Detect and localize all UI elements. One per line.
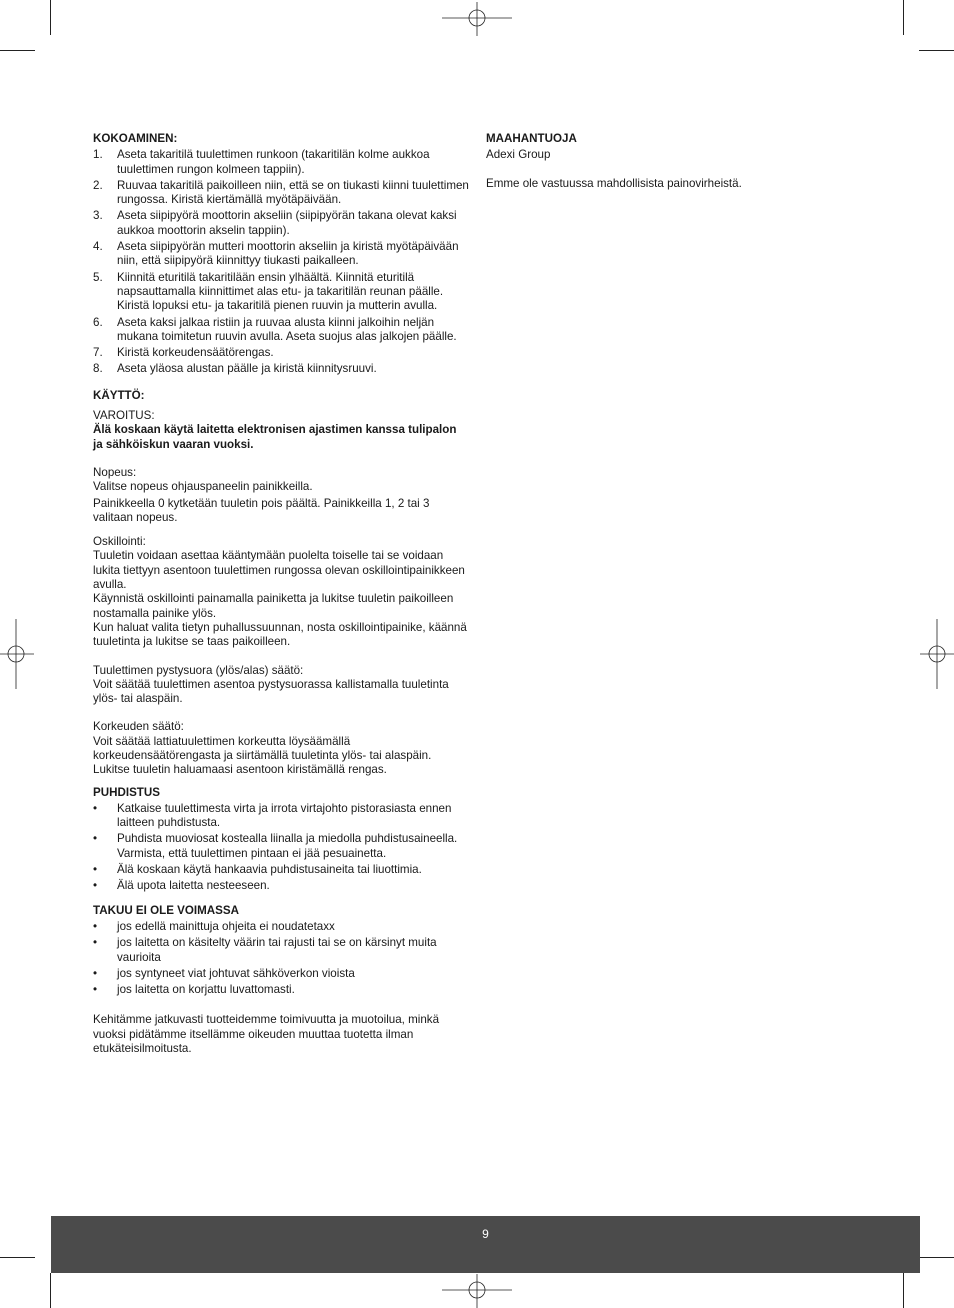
step-text: Ruuvaa takaritilä paikoilleen niin, että se on tiukasti kiinni tuulettimen rungossa. Kiristä kiertämällä myötäpäivään. — [117, 178, 469, 207]
speed-text-1: Valitse nopeus ohjauspaneelin painikkeilla. — [93, 480, 313, 494]
crop-mark — [50, 1273, 51, 1308]
list-item — [93, 802, 469, 831]
step-number: 5. — [93, 270, 103, 284]
left-column — [93, 132, 469, 1056]
cleaning-list — [93, 802, 469, 894]
tilt-text: Voit säätää tuulettimen asentoa pystysuorassa kallistamalla tuuletinta ylös- tai alaspäin. — [93, 677, 449, 706]
registration-mark-right — [920, 619, 954, 689]
closing-text: Kehitämme jatkuvasti tuotteidemme toimivuutta ja muotoilua, minkä vuoksi pidätämme itsellämme oikeuden muuttaa tuotetta ilman etukäteisilmoitusta. — [93, 1013, 440, 1056]
list-item — [93, 832, 469, 861]
bullet: • — [93, 983, 98, 997]
assembly-steps — [93, 148, 469, 376]
speed-text-2: Painikkeella 0 kytketään tuuletin pois päältä. Painikkeilla 1, 2 tai 3 valitaan nopeus. — [93, 496, 430, 524]
crop-mark — [919, 1257, 954, 1258]
list-item — [93, 362, 469, 376]
warning-label: VAROITUS: — [93, 409, 155, 423]
step-text: Aseta kaksi jalkaa ristiin ja ruuvaa alusta kiinni jalkoihin neljän mukana toimitetun ruuvin avulla. Aseta suojus alas jalkojen päälle. — [117, 315, 457, 343]
registration-mark-left — [0, 619, 34, 689]
list-item-text: Katkaise tuulettimesta virta ja irrota virtajohto pistorasiasta ennen laitteen puhdistusta. — [117, 801, 452, 830]
warranty-heading: TAKUU EI OLE VOIMASSA — [93, 903, 240, 917]
oscillation-heading: Oskillointi: — [93, 535, 146, 549]
list-item-text: Puhdista muoviosat kostealla liinalla ja miedolla puhdistusaineella. Varmista, että tuulettimen pintaan ei jää pesuainetta. — [117, 832, 458, 860]
list-item — [93, 346, 469, 360]
list-item — [93, 936, 469, 965]
bullet: • — [93, 966, 98, 980]
crop-mark — [903, 1273, 904, 1308]
importer-heading: MAAHANTUOJA — [486, 132, 577, 145]
speed-heading: Nopeus: — [93, 465, 137, 479]
list-item-text: jos laitetta on korjattu luvattomasti. — [117, 983, 295, 997]
page-number: 9 — [482, 1227, 489, 1241]
step-number: 1. — [93, 148, 103, 162]
tilt-heading: Tuulettimen pystysuora (ylös/alas) säätö: — [93, 663, 304, 677]
list-item-text: jos laitetta on käsitelty väärin tai rajusti tai se on kärsinyt muita vaurioita — [117, 936, 437, 964]
step-number: 3. — [93, 209, 103, 223]
bullet: • — [93, 879, 98, 893]
list-item — [93, 179, 469, 208]
list-item — [93, 863, 469, 877]
registration-mark-bottom — [442, 1274, 512, 1308]
oscillation-text-2: Käynnistä oskillointi painamalla painiketta ja lukitse tuuletin paikoilleen nostamalla painike ylös. — [93, 592, 454, 620]
step-number: 8. — [93, 362, 103, 376]
step-number: 2. — [93, 178, 103, 192]
bullet: • — [93, 919, 98, 933]
warranty-list — [93, 920, 469, 997]
list-item-text: Älä upota laitetta nesteeseen. — [117, 879, 270, 893]
registration-mark-top — [442, 2, 512, 36]
step-text: Kiinnitä eturitilä takaritilään ensin ylhäältä. Kiinnitä eturitilä napsauttamalla kiinnittimet alas etu- ja takaritilän reunan päälle. Kiristä lopuksi etu- ja takaritilä pienen ruuvin ja mutterin avulla. — [117, 270, 444, 313]
step-text: Aseta siipipyörän mutteri moottorin akseliin ja kiristä myötäpäivään niin, että siipipyörä kiinnittyy tiukasti paikalleen. — [117, 240, 459, 268]
bullet: • — [93, 801, 98, 815]
list-item-text: Älä koskaan käytä hankaavia puhdistusaineita tai liuottimia. — [117, 863, 422, 877]
list-item — [93, 967, 469, 981]
oscillation-text-1: Tuuletin voidaan asettaa kääntymään puolelta toiselle tai se voidaan lukita tiettyyn asentoon tuulettimen rungossa olevan oskillointipainikkeen avulla. — [93, 549, 465, 592]
list-item — [93, 148, 469, 177]
height-text: Voit säätää lattiatuulettimen korkeutta löysäämällä korkeudensäätörengasta ja siirtämällä tuuletinta ylös- tai alaspäin. Lukitse tuuletin haluamaasi asentoon kiristämällä rengas. — [93, 734, 432, 777]
disclaimer-text: Emme ole vastuussa mahdollisista painovirheistä. — [486, 176, 742, 190]
right-column — [486, 132, 866, 191]
list-item — [93, 240, 469, 269]
list-item — [93, 983, 469, 997]
bullet: • — [93, 863, 98, 877]
bullet: • — [93, 936, 98, 950]
cleaning-heading: PUHDISTUS — [93, 785, 160, 799]
list-item — [93, 209, 469, 238]
crop-mark — [919, 50, 954, 51]
importer-name: Adexi Group — [486, 148, 551, 162]
step-text: Aseta takaritilä tuulettimen runkoon (takaritilän kolme aukkoa tuulettimen rungon kolmeen tappiin). — [117, 148, 430, 176]
footer-bar — [51, 1216, 920, 1273]
step-number: 7. — [93, 346, 103, 360]
step-text: Aseta yläosa alustan päälle ja kiristä kiinnitysruuvi. — [117, 362, 377, 376]
list-item — [93, 920, 469, 934]
list-item-text: jos edellä mainittuja ohjeita ei noudatetaxx — [117, 919, 335, 933]
crop-mark — [903, 0, 904, 35]
crop-mark — [50, 0, 51, 35]
step-text: Kiristä korkeudensäätörengas. — [117, 346, 274, 360]
warning-text: Älä koskaan käytä laitetta elektronisen ajastimen kanssa tulipalon ja sähköiskun vaaran vuoksi. — [93, 423, 457, 451]
step-number: 6. — [93, 315, 103, 329]
crop-mark — [0, 1257, 35, 1258]
list-item-text: jos syntyneet viat johtuvat sähköverkon vioista — [117, 966, 355, 980]
use-heading: KÄYTTÖ: — [93, 388, 145, 402]
list-item — [93, 316, 469, 345]
list-item — [93, 879, 469, 893]
height-heading: Korkeuden säätö: — [93, 720, 184, 734]
step-number: 4. — [93, 240, 103, 254]
oscillation-text-3: Kun haluat valita tietyn puhallussuunnan, nosta oskillointipainike, käännä tuuletinta ja lukitse se taas paikoilleen. — [93, 620, 467, 649]
list-item — [93, 271, 469, 314]
crop-mark — [0, 50, 35, 51]
bullet: • — [93, 832, 98, 846]
step-text: Aseta siipipyörä moottorin akseliin (siipipyörän takana olevat kaksi aukkoa moottorin akselin tappiin). — [117, 209, 457, 237]
assembly-heading: KOKOAMINEN: — [93, 132, 178, 145]
